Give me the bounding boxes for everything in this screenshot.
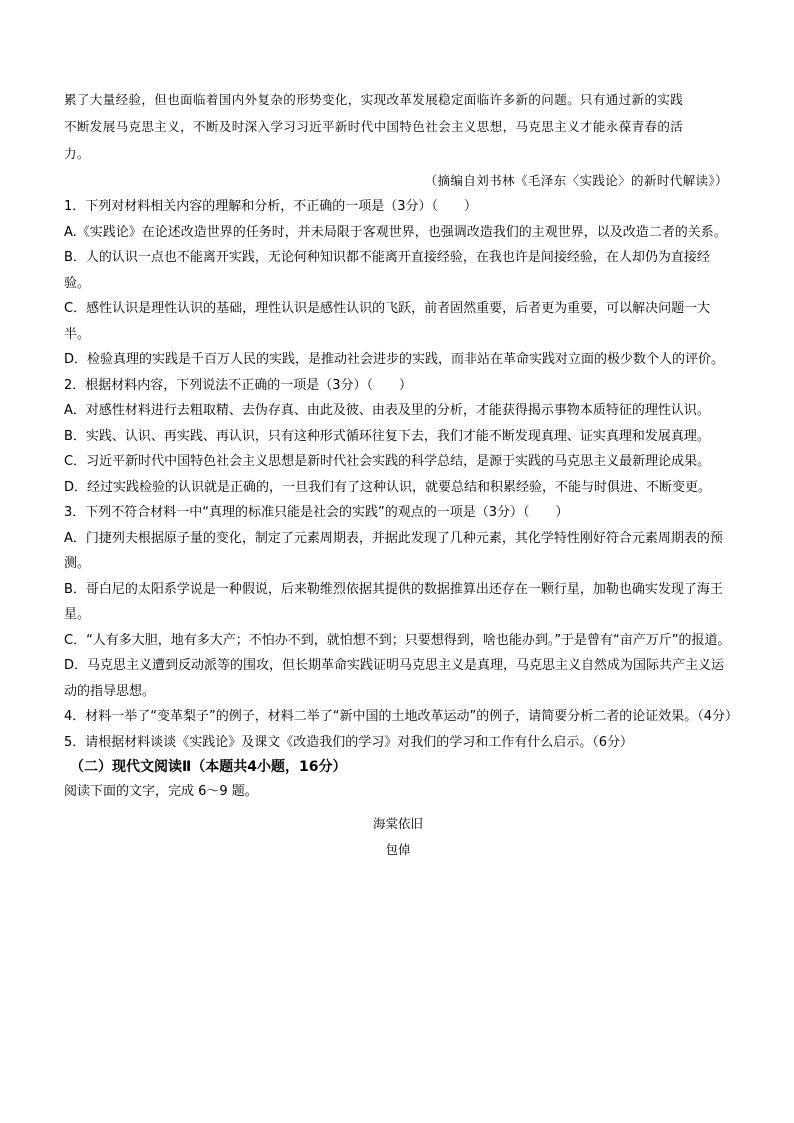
question-4 <box>64 704 738 730</box>
question-3 <box>64 500 732 704</box>
question-1 <box>64 194 732 373</box>
passage-excerpt <box>64 86 732 194</box>
document-page <box>64 86 738 863</box>
question-stem: 4．材料一举了“变革梨子”的例子，材料二举了“新中国的土地改革运动”的例子，请简要分析二者的论证效果。（4分） <box>64 709 738 724</box>
option-a: A.《实践论》在论述改造世界的任务时，并未局限于客观世界，也强调改造我们的主观世界，以及改造二者的关系。 <box>64 224 727 240</box>
question-stem: 5．请根据材料谈谈《实践论》及课文《改造我们的学习》对我们的学习和工作有什么启示。（6分） <box>64 734 634 750</box>
option-c: C．“人有多大胆，地有多大产；不怕办不到，就怕想不到；只要想得到，啥也能办到。”于是曾有“亩产万斤”的报道。 <box>64 632 731 648</box>
option-a: A．对感性材料进行去粗取精、去伪存真、由此及彼、由表及里的分析，才能获得揭示事物本质特征的理性认识。 <box>64 403 710 418</box>
section-heading: （二）现代文阅读Ⅱ（本题共4小题，16分） <box>70 759 347 775</box>
option-d: D．经过实践检验的认识就是正确的，一旦我们有了这种认识，就要总结和积累经验，不能与时俱进、不断变更。 <box>64 479 712 495</box>
option-c: C．感性认识是理性认识的基础，理性认识是感性认识的飞跃，前者固然重要，后者更为重要，可以解决问题一大半。 <box>64 301 711 342</box>
option-b: B．哥白尼的太阳系学说是一种假说，后来勒维烈依据其提供的数据推算出还存在一颗行星，加勒也确实发现了海王星。 <box>64 581 723 622</box>
question-list <box>64 194 738 755</box>
option-b: B．人的认识一点也不能离开实践，无论何种知识都不能离开直接经验，在我也许是间接经验，在人却仍为直接经验。 <box>64 250 710 291</box>
option-b: B．实践、认识、再实践、再认识，只有这种形式循环往复下去，我们才能不断发现真理、证实真理和发展真理。 <box>64 428 710 444</box>
section-instruction: 阅读下面的文字，完成 6～9 题。 <box>64 784 258 799</box>
passage-line: 不断发展马克思主义，不断及时深入学习习近平新时代中国特色社会主义思想，马克思主义才能永葆青春的活 <box>64 119 684 134</box>
story-title: 海棠依旧 <box>372 815 423 831</box>
question-2 <box>64 373 732 501</box>
option-d: D．检验真理的实践是千百万人民的实践，是推动社会进步的实践，而非站在革命实践对立面的极少数个人的评价。 <box>64 352 725 367</box>
option-c: C．习近平新时代中国特色社会主义思想是新时代社会实践的科学总结，是源于实践的马克思主义最新理论成果。 <box>64 454 711 469</box>
option-d: D．马克思主义遭到反动派等的围攻，但长期革命实践证明马克思主义是真理，马克思主义自然成为国际共产主义运动的指导思想。 <box>64 658 725 699</box>
question-stem: 1．下列对材料相关内容的理解和分析，不正确的一项是（3分）（ ） <box>64 199 478 214</box>
passage-line: 力。 <box>64 146 90 161</box>
passage-source: （摘编自刘书林《毛泽东〈实践论〉的新时代解读》） <box>424 173 728 188</box>
option-a: A．门捷列夫根据原子量的变化，制定了元素周期表，并据此发现了几种元素，其化学特性刚好符合元素周期表的预测。 <box>64 530 723 571</box>
passage-line: 累了大量经验，但也面临着国内外复杂的形势变化，实现改革发展稳定面临许多新的问题。只有通过新的实践 <box>64 92 684 107</box>
question-5 <box>64 730 732 756</box>
story-author: 包倬 <box>385 841 411 857</box>
question-stem: 3．下列不符合材料一中“真理的标准只能是社会的实践”的观点的一项是（3分）（ ） <box>64 505 569 520</box>
question-stem: 2．根据材料内容，下列说法不正确的一项是（3分）（ ） <box>64 377 413 393</box>
